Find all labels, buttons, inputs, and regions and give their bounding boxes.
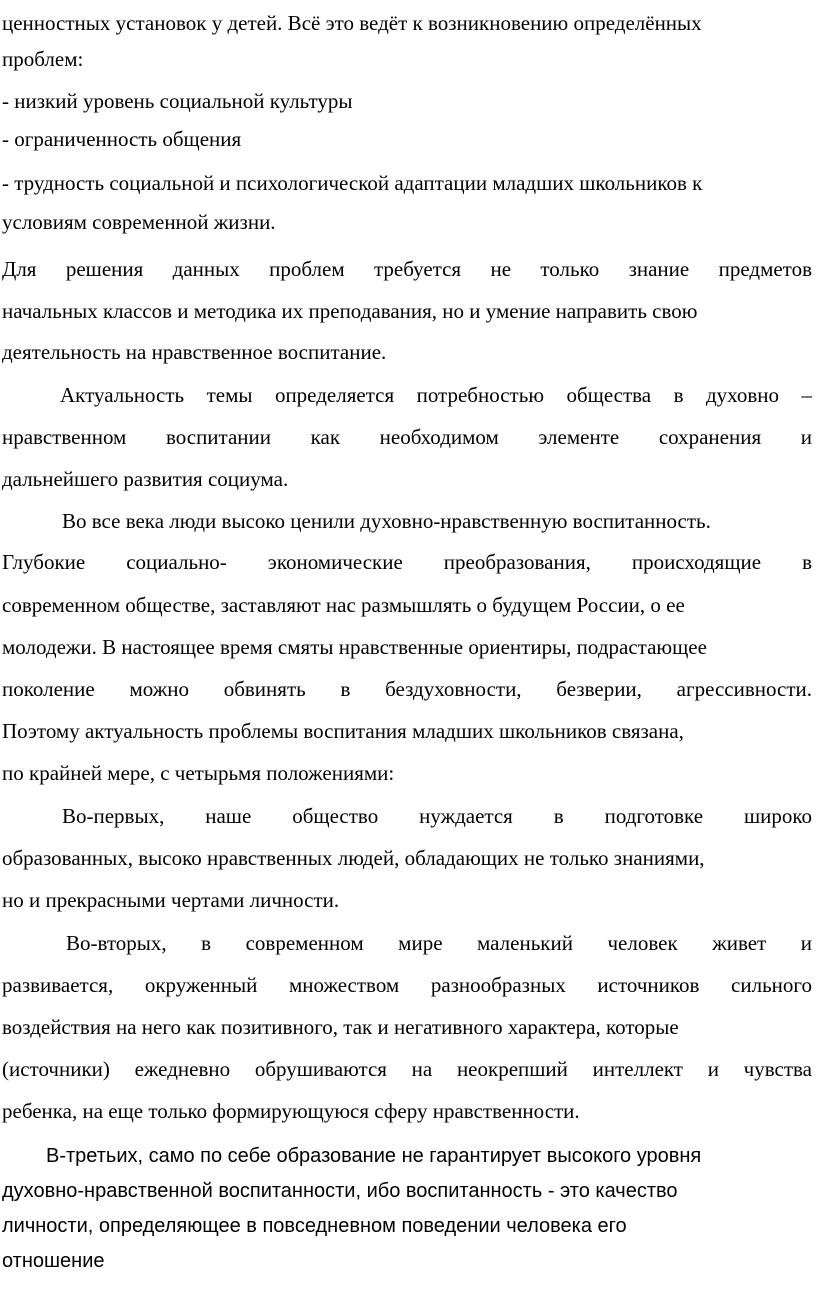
text-line: духовно-нравственной воспитанности, ибо воспитанность - это качество	[2, 1180, 678, 1202]
list-item: - трудность социальной и психологической адаптации младших школьников к	[2, 171, 703, 195]
list-item: - ограниченность общения	[2, 127, 242, 151]
text-line: дальнейшего развития социума.	[2, 467, 289, 491]
paragraph-first-line: В-третьих, само по себе образование не гарантирует высокого уровня	[46, 1145, 702, 1167]
text-line: начальных классов и методика их преподавания, но и умение направить свою	[2, 299, 698, 323]
text-line: молодежи. В настоящее время смяты нравственные ориентиры, подрастающее	[2, 635, 707, 659]
text-line: (источники) ежедневно обрушиваются на неокрепший интеллект и чувства	[2, 1057, 812, 1081]
text-line: ценностных установок у детей. Всё это ведёт к возникновению определённых	[2, 11, 702, 35]
text-line: Глубокие социально- экономические преобразования, происходящие в	[2, 550, 812, 574]
text-line: Поэтому актуальность проблемы воспитания младших школьников связана,	[2, 719, 684, 743]
text-line: нравственном воспитании как необходимом элементе сохранения и	[2, 425, 812, 449]
text-line: образованных, высоко нравственных людей, обладающих не только знаниями,	[2, 846, 705, 870]
text-line: воздействия на него как позитивного, так и негативного характера, которые	[2, 1015, 679, 1039]
text-line: по крайней мере, с четырьмя положениями:	[2, 761, 395, 785]
paragraph-first-line: Во-вторых, в современном мире маленький человек живет и	[66, 931, 812, 955]
text-line: развивается, окруженный множеством разнообразных источников сильного	[2, 973, 812, 997]
paragraph-first-line: Во все века люди высоко ценили духовно-нравственную воспитанность.	[62, 509, 711, 533]
text-line: современном обществе, заставляют нас размышлять о будущем России, о ее	[2, 593, 685, 617]
list-item: - низкий уровень социальной культуры	[2, 89, 353, 113]
text-line: личности, определяющее в повседневном поведении человека его	[2, 1215, 627, 1237]
text-line: но и прекрасными чертами личности.	[2, 888, 340, 912]
text-line: деятельность на нравственное воспитание.	[2, 340, 387, 364]
text-line: отношение	[2, 1250, 105, 1272]
paragraph-first-line: Во-первых, наше общество нуждается в подготовке широко	[62, 804, 812, 828]
paragraph-first-line: Актуальность темы определяется потребностью общества в духовно –	[60, 383, 812, 407]
text-line: Для решения данных проблем требуется не только знание предметов	[2, 257, 812, 281]
text-line: проблем:	[2, 47, 84, 71]
text-line: поколение можно обвинять в бездуховности, безверии, агрессивности.	[2, 677, 812, 701]
text-line: ребенка, на еще только формирующуюся сферу нравственности.	[2, 1099, 580, 1123]
text-line: условиям современной жизни.	[2, 210, 276, 234]
